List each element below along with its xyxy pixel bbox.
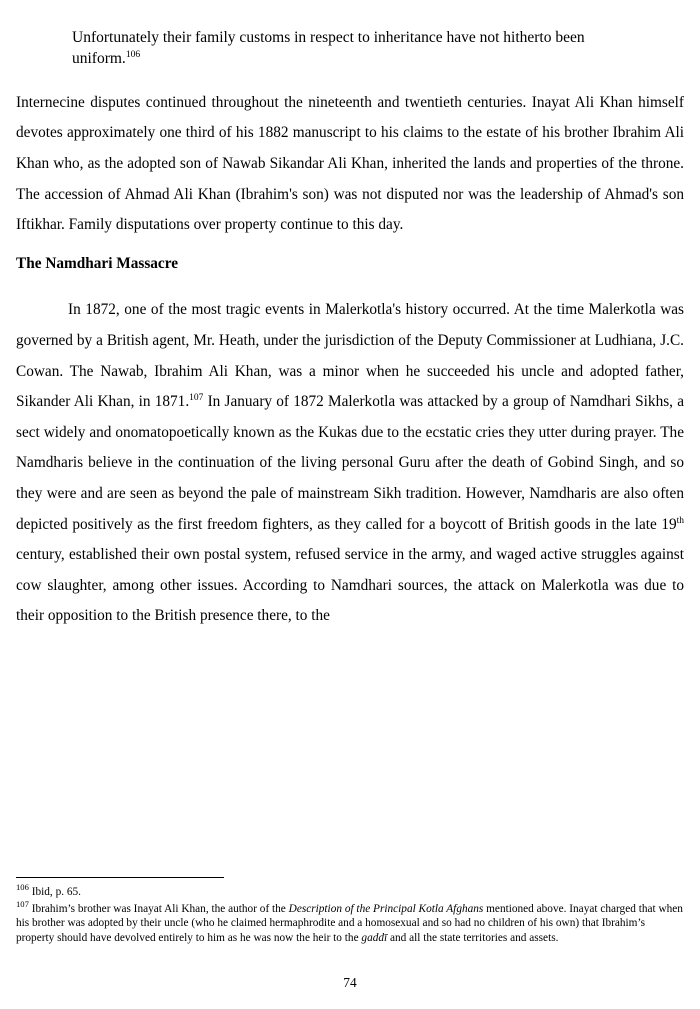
footnote-107-segment-1: Ibrahim’s brother was Inayat Ali Khan, the author of the — [31, 902, 289, 915]
footnote-marker-106: 106 — [125, 48, 141, 60]
page-number: 74 — [343, 975, 357, 990]
footnote-107 — [16, 898, 684, 945]
footnote-106-text: Ibid, p. 65. — [31, 886, 81, 899]
footnote-separator-rule — [16, 877, 224, 878]
footnote-area — [16, 877, 684, 947]
footnote-marker-107: 107 — [189, 393, 204, 404]
body-paragraph-1 — [16, 88, 684, 241]
footnote-107-segment-3: mentioned above. Inayat charged that when his brother was adopted by their uncle (who he claimed hermaphrodite and a homosexual and so had no children of his own) that Ibrahim’s property should have devolved entirely to him as he was now the heir to the — [16, 902, 683, 944]
ordinal-superscript-th: th — [676, 515, 684, 526]
section-paragraph-part2: In January of 1872 Malerkotla was attacked by a group of Namdhari Sikhs, a sect widely and onomatopoetically known as the Kukas due to the ecstatic cries they utter during prayer. The Namdharis believe in the continuation of the living personal Guru after the death of Gobind Singh, and so they were and are seen as beyond the pale of mainstream Sikh tradition. However, Namdharis are also often depicted positively as the first freedom fighters, as they called for a boycott of British goods in the late 19 — [16, 393, 684, 533]
blockquote — [16, 28, 684, 70]
section-heading: The Namdhari Massacre — [16, 254, 179, 272]
section-paragraph-part3: century, established their own postal system, refused service in the army, and waged active struggles against cow slaughter, among other issues. According to Namdhari sources, the attack on Malerkotla was due to their opposition to the British presence there, to the — [16, 546, 684, 625]
blockquote-text: Unfortunately their family customs in respect to inheritance have not hitherto been uniform. — [72, 29, 585, 67]
footnote-106 — [16, 882, 684, 899]
footnote-107-segment-5: and all the state territories and assets. — [387, 931, 559, 944]
body-paragraph-1-text: Internecine disputes continued throughout the nineteenth and twentieth centuries. Inayat Ali Khan himself devotes approximately one third of his 1882 manuscript to his claims to the estate of his brother Ibrahim Ali Khan who, as the adopted son of Nawab Sikandar Ali Khan, inherited the lands and properties of the throne. The accession of Ahmad Ali Khan (Ibrahim's son) was not disputed nor was the leadership of Ahmad's son Iftikhar. Family disputations over property continue to this day. — [16, 93, 684, 234]
footnote-106-number: 106 — [16, 882, 29, 893]
footnote-107-number: 107 — [16, 898, 29, 909]
footnote-107-segment-4-italic: gaddī — [361, 931, 388, 944]
section-paragraph — [16, 295, 684, 632]
footnote-107-segment-2-italic: Description of the Principal Kotla Afghans — [288, 902, 484, 915]
section-paragraph-part1: In 1872, one of the most tragic events in Malerkotla's history occurred. At the time Malerkotla was governed by a British agent, Mr. Heath, under the jurisdiction of the Deputy Commissioner at Ludhiana, J.C. Cowan. The Nawab, Ibrahim Ali Khan, was a minor when he succeeded his uncle and adopted father, Sikander Ali Khan, in 1871. — [16, 301, 684, 411]
